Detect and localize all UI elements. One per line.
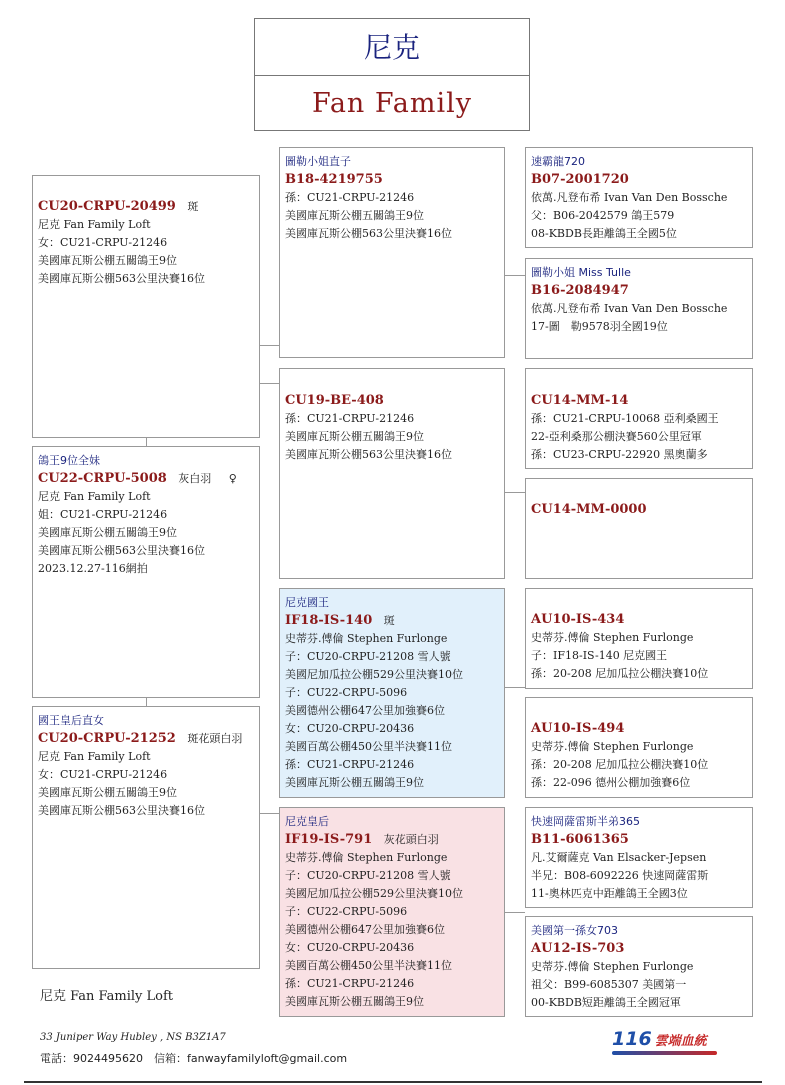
ring-number: AU12-IS-703 — [531, 941, 625, 956]
detail-line: 孫：20-208 尼加瓜拉公棚決賽10位 — [531, 667, 709, 680]
detail-line: 美國庫瓦斯公棚五關鴿王9位 — [285, 430, 424, 443]
detail-line: 子：CU20-CRPU-21208 雪人號 — [285, 869, 451, 882]
detail-line: 女：CU21-CRPU-21246 — [38, 236, 168, 249]
brand-logo — [612, 1028, 732, 1058]
box-heading: 圖勒小姐 Miss Tulle — [531, 266, 631, 279]
detail-line: 史蒂芬.傅倫 Stephen Furlonge — [531, 960, 694, 973]
grandparent-box-1 — [525, 147, 753, 248]
bottom-divider — [24, 1081, 762, 1083]
detail-line: 凡.艾爾薩克 Van Elsacker-Jepsen — [531, 851, 707, 864]
ring-number: IF19-IS-791 — [285, 832, 373, 847]
detail-line: 美國庫瓦斯公棚五關鴿王9位 — [285, 209, 424, 222]
parent-box-2 — [279, 368, 505, 579]
detail-line: 姐：CU21-CRPU-21246 — [38, 508, 168, 521]
detail-line: 父：B06-2042579 鴿王579 — [531, 209, 675, 222]
ring-number: B18-4219755 — [285, 172, 383, 187]
detail-line: 00-KBDB短距離鴿王全國冠軍 — [531, 996, 681, 1009]
parent-box-3 — [279, 588, 505, 798]
connector-line — [146, 697, 147, 706]
logo-swoosh-icon — [612, 1051, 717, 1055]
detail-line: 尼克 Fan Family Loft — [38, 490, 151, 503]
address: 33 Juniper Way Hubley , NS B3Z1A7 — [40, 1032, 226, 1043]
detail-line: 美國尼加瓜拉公棚529公里決賽10位 — [285, 887, 463, 900]
detail-line: 美國百萬公棚450公里半決賽11位 — [285, 740, 452, 753]
ring-number: CU14-MM-0000 — [531, 502, 647, 517]
detail-line: 祖父：B99-6085307 美國第一 — [531, 978, 687, 991]
detail-line: 子：CU22-CRPU-5096 — [285, 686, 408, 699]
detail-line: 美國庫瓦斯公棚五關鴿王9位 — [285, 995, 424, 1008]
connector-line — [504, 492, 525, 493]
subject-box-bottom — [32, 706, 260, 969]
pedigree-title — [254, 18, 530, 131]
loft-name: 尼克 Fan Family Loft — [40, 989, 174, 1004]
subject-box-main — [32, 446, 260, 698]
color-label: 斑 — [383, 614, 395, 627]
detail-line: 孫：CU21-CRPU-21246 — [285, 191, 415, 204]
detail-line: 17-圖 勒9578羽全國19位 — [531, 320, 668, 333]
detail-line: 孫：22-096 德州公棚加強賽6位 — [531, 776, 691, 789]
ring-number: AU10-IS-494 — [531, 721, 625, 736]
owner-name: 尼克 — [255, 19, 529, 76]
grandparent-box-5 — [525, 588, 753, 689]
grandparent-box-4 — [525, 478, 753, 579]
connector-line — [259, 345, 279, 346]
detail-line: 美國庫瓦斯公棚563公里決賽16位 — [285, 227, 452, 240]
detail-line: 22-亞利桑那公棚決賽560公里冠軍 — [531, 430, 702, 443]
detail-line: 依萬.凡登布希 Ivan Van Den Bossche — [531, 191, 728, 204]
detail-line: 美國庫瓦斯公棚563公里決賽16位 — [38, 544, 205, 557]
detail-line: 子：IF18-IS-140 尼克國王 — [531, 649, 668, 662]
connector-line — [259, 383, 279, 384]
detail-line: 史蒂芬.傅倫 Stephen Furlonge — [531, 740, 694, 753]
detail-line: 美國庫瓦斯公棚五關鴿王9位 — [38, 526, 177, 539]
box-heading: 尼克皇后 — [285, 815, 329, 828]
ring-number: CU20-CRPU-20499 — [38, 199, 176, 214]
connector-line — [504, 687, 525, 688]
subject-box-top — [32, 175, 260, 438]
detail-line: 女：CU20-CRPU-20436 — [285, 722, 415, 735]
detail-line: 2023.12.27-116網拍 — [38, 562, 148, 575]
detail-line: 美國百萬公棚450公里半決賽11位 — [285, 959, 452, 972]
detail-line: 孫：20-208 尼加瓜拉公棚決賽10位 — [531, 758, 709, 771]
ring-number: B11-6061365 — [531, 832, 629, 847]
ring-number: CU20-CRPU-21252 — [38, 731, 176, 746]
female-icon: ♀ — [228, 472, 237, 485]
detail-line: 11-奧林匹克中距離鴿王全國3位 — [531, 887, 688, 900]
contact-info: 電話：9024495620 信箱：fanwayfamilyloft@gmail.com — [40, 1052, 348, 1065]
detail-line: 尼克 Fan Family Loft — [38, 218, 151, 231]
detail-line: 美國德州公棚647公里加強賽6位 — [285, 923, 445, 936]
logo-text: 雲端血統 — [654, 1034, 707, 1049]
box-heading: 鴿王9位全妹 — [38, 454, 100, 467]
color-label: 灰白羽 — [178, 472, 212, 485]
detail-line: 女：CU20-CRPU-20436 — [285, 941, 415, 954]
detail-line: 美國庫瓦斯公棚563公里決賽16位 — [38, 272, 205, 285]
ring-number: CU14-MM-14 — [531, 393, 629, 408]
detail-line: 孫：CU23-CRPU-22920 黑奧蘭多 — [531, 448, 708, 461]
box-heading: 國王皇后直女 — [38, 714, 104, 727]
ring-number: AU10-IS-434 — [531, 612, 625, 627]
ring-number: CU22-CRPU-5008 — [38, 471, 167, 486]
ring-number: B16-2084947 — [531, 283, 629, 298]
detail-line: 女：CU21-CRPU-21246 — [38, 768, 168, 781]
detail-line: 依萬.凡登布希 Ivan Van Den Bossche — [531, 302, 728, 315]
detail-line: 美國德州公棚647公里加強賽6位 — [285, 704, 445, 717]
box-heading: 圖勒小姐直子 — [285, 155, 351, 168]
ring-number: CU19-BE-408 — [285, 393, 384, 408]
grandparent-box-8 — [525, 916, 753, 1017]
color-label: 灰花頭白羽 — [383, 833, 439, 846]
detail-line: 子：CU22-CRPU-5096 — [285, 905, 408, 918]
box-heading: 快速岡薩雷斯半弟365 — [531, 815, 640, 828]
detail-line: 美國尼加瓜拉公棚529公里決賽10位 — [285, 668, 463, 681]
ring-number: IF18-IS-140 — [285, 613, 373, 628]
detail-line: 史蒂芬.傅倫 Stephen Furlonge — [531, 631, 694, 644]
ring-number: B07-2001720 — [531, 172, 629, 187]
detail-line: 美國庫瓦斯公棚五關鴿王9位 — [38, 786, 177, 799]
color-label: 斑花頭白羽 — [187, 732, 243, 745]
detail-line: 孫：CU21-CRPU-21246 — [285, 412, 415, 425]
detail-line: 孫：CU21-CRPU-10068 亞利桑國王 — [531, 412, 719, 425]
grandparent-box-3 — [525, 368, 753, 469]
grandparent-box-2 — [525, 258, 753, 359]
detail-line: 08-KBDB長距離鴿王全國5位 — [531, 227, 677, 240]
detail-line: 美國庫瓦斯公棚563公里決賽16位 — [285, 448, 452, 461]
detail-line: 史蒂芬.傅倫 Stephen Furlonge — [285, 851, 448, 864]
box-heading: 尼克國王 — [285, 596, 329, 609]
detail-line: 半兄：B08-6092226 快速岡薩雷斯 — [531, 869, 709, 882]
box-heading: 美國第一孫女703 — [531, 924, 618, 937]
color-label: 斑 — [187, 200, 199, 213]
detail-line: 孫：CU21-CRPU-21246 — [285, 977, 415, 990]
detail-line: 尼克 Fan Family Loft — [38, 750, 151, 763]
box-heading: 速霸龍720 — [531, 155, 585, 168]
detail-line: 史蒂芬.傅倫 Stephen Furlonge — [285, 632, 448, 645]
parent-box-1 — [279, 147, 505, 358]
connector-line — [504, 275, 525, 276]
detail-line: 孫：CU21-CRPU-21246 — [285, 758, 415, 771]
family-name: Fan Family — [311, 88, 473, 119]
detail-line: 子：CU20-CRPU-21208 雪人號 — [285, 650, 451, 663]
logo-number: 116 — [612, 1028, 652, 1050]
connector-line — [146, 437, 147, 446]
detail-line: 美國庫瓦斯公棚五關鴿王9位 — [285, 776, 424, 789]
grandparent-box-6 — [525, 697, 753, 798]
connector-line — [259, 813, 279, 814]
grandparent-box-7 — [525, 807, 753, 908]
parent-box-4 — [279, 807, 505, 1017]
detail-line: 美國庫瓦斯公棚563公里決賽16位 — [38, 804, 205, 817]
detail-line: 美國庫瓦斯公棚五關鴿王9位 — [38, 254, 177, 267]
connector-line — [504, 912, 525, 913]
